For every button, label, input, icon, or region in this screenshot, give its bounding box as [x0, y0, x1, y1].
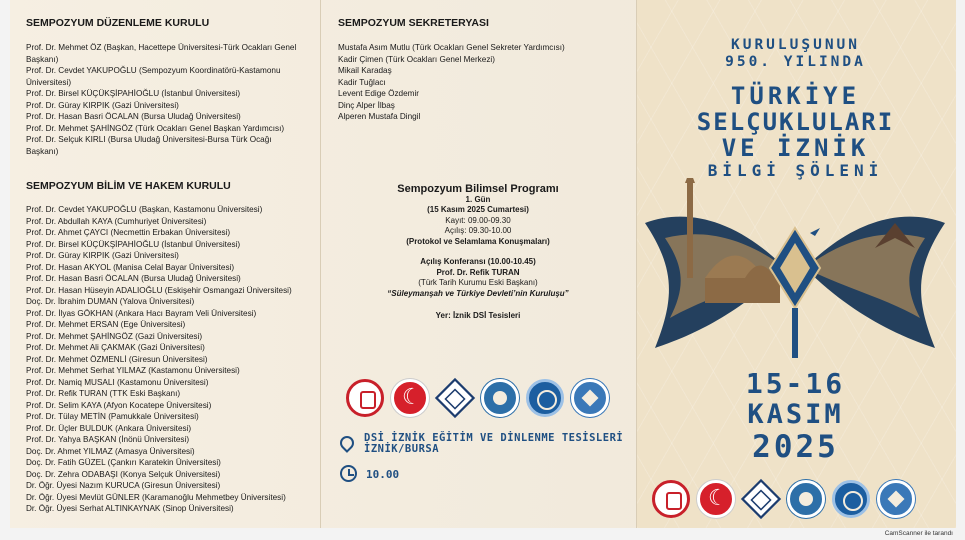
event-date-year: 2025 [752, 429, 839, 465]
university-seal-logo [481, 379, 519, 417]
science-board-list [26, 204, 292, 515]
university-logo [346, 379, 384, 417]
list-item: Doç. Dr. İbrahim DUMAN (Yalova Üniversitesi) [26, 297, 195, 306]
list-item: Prof. Dr. Mehmet ÖZ (Başkan, Hacettepe Üniversitesi-Türk Ocakları Genel [26, 43, 297, 52]
list-item: Başkanı) [26, 54, 59, 64]
list-item: Prof. Dr. Mehmet Ali ÇAKMAK (Gazi Üniversitesi) [26, 343, 205, 352]
partner-logos [346, 379, 609, 417]
cover-title-1: TÜRKİYE [730, 82, 861, 110]
clock-icon [340, 465, 357, 482]
cover-title-2: SELÇUKLULARI [696, 108, 895, 136]
secretariat-title: SEMPOZYUM SEKRETERYASI [338, 17, 489, 29]
list-item: Prof. Dr. Hasan Basri ÖCALAN (Bursa Uludağ Üniversitesi) [26, 274, 241, 283]
university-seal-logo [571, 379, 609, 417]
program-conference: Açılış Konferansı (10.00-10.45) [420, 257, 536, 266]
list-item: Prof. Dr. Cevdet YAKUPOĞLU (Başkan, Kastamonu Üniversitesi) [26, 205, 263, 214]
cover-title-4: BİLGİ ŞÖLENİ [707, 161, 884, 180]
list-item: Prof. Dr. İlyas GÖKHAN (Ankara Hacı Bayram Veli Üniversitesi) [26, 308, 257, 318]
list-item: Prof. Dr. Mehmet ŞAHİNGÖZ (Türk Ocakları Genel Başkan Yardımcısı) [26, 123, 285, 133]
list-item: Levent Edige Özdemir [338, 89, 420, 98]
bird-shape [810, 228, 820, 236]
list-item: Prof. Dr. Hasan AKYOL (Manisa Celal Bayar Üniversitesi) [26, 262, 235, 272]
list-item: Prof. Dr. Refik TURAN (TTK Eski Başkanı) [26, 389, 181, 398]
list-item: Doç. Dr. Fatih GÜZEL (Çankırı Karatekin Üniversitesi) [26, 458, 221, 467]
secretariat-list [338, 42, 565, 123]
scanner-watermark: CamScanner ile tarandı [884, 530, 953, 537]
emblem-logo [435, 378, 475, 418]
cover-title-3: VE İZNİK [721, 134, 870, 162]
list-item: Prof. Dr. Selçuk KIRLI (Bursa Uludağ Üniversitesi-Bursa Türk Ocağı [26, 135, 272, 144]
uludag-university-logo [526, 379, 564, 417]
list-item: Kadir Tuğlacı [338, 77, 386, 87]
list-item: Dinç Alper İlbaş [338, 100, 395, 110]
list-item: Dr. Öğr. Üyesi Mevlüt GÜNLER (Karamanoğlu Mehmetbey Üniversitesi) [26, 492, 286, 502]
list-item: Kadir Çimen (Türk Ocakları Genel Merkezi) [338, 54, 495, 64]
list-item: Prof. Dr. Güray KIRPIK (Gazi Üniversitesi) [26, 100, 179, 110]
program-place: Yer: İznik DSİ Tesisleri [435, 311, 521, 320]
list-item: Doç. Dr. Zehra ODABAŞI (Konya Selçuk Üniversitesi) [26, 469, 221, 479]
program-speaker: Prof. Dr. Refik TURAN [436, 267, 520, 277]
university-seal-logo [877, 480, 915, 518]
list-item: Doç. Dr. Ahmet YILMAZ (Amasya Üniversitesi) [26, 446, 195, 456]
event-date-days: 15-16 [745, 367, 846, 400]
program-speaker-title: (Türk Tarih Kurumu Eski Başkanı) [418, 278, 538, 287]
list-item: Mustafa Asım Mutlu (Türk Ocakları Genel Sekreter Yardımcısı) [338, 43, 565, 52]
list-item: Prof. Dr. Yahya BAŞKAN (İnönü Üniversitesi) [26, 435, 190, 444]
cover-line-1: KURULUŞUNUN [730, 37, 861, 53]
list-item: Prof. Dr. Mehmet Serhat YILMAZ (Kastamonu Üniversitesi) [26, 366, 240, 375]
event-date-month: KASIM [747, 399, 844, 430]
list-item: Prof. Dr. Mehmet ŞAHİNGÖZ (Gazi Üniversitesi) [26, 331, 203, 341]
program-day: 1. Gün [465, 194, 491, 204]
program-block [325, 184, 631, 322]
program-date: (15 Kasım 2025 Cumartesi) [427, 205, 529, 214]
list-item: Prof. Dr. Birsel KÜÇÜKŞİPAHİOĞLU (İstanbul Üniversitesi) [26, 89, 241, 98]
list-item: Prof. Dr. Selim KAYA (Afyon Kocatepe Üniversitesi) [26, 400, 212, 410]
list-item: Prof. Dr. Ahmet ÇAYCI (Necmettin Erbakan Üniversitesi) [26, 228, 231, 237]
mosque-butterfly-illustration [645, 178, 945, 368]
list-item: Prof. Dr. Abdullah KAYA (Cumhuriyet Üniversitesi) [26, 216, 207, 226]
university-seal-logo [787, 480, 825, 518]
list-item: Prof. Dr. Mehmet ÖZMENLİ (Giresun Üniversitesi) [26, 354, 208, 364]
list-item: Prof. Dr. Mehmet ERSAN (Ege Üniversitesi) [26, 320, 186, 329]
program-registration: Kayıt: 09.00-09.30 [445, 215, 511, 225]
list-item: Üniversitesi) [26, 77, 72, 87]
list-item: Prof. Dr. Tülay METİN (Pamukkale Üniversitesi) [26, 412, 199, 421]
program-talk: “Süleymanşah ve Türkiye Devleti’nin Kuruluşu” [387, 288, 569, 298]
minaret-shape [687, 183, 693, 278]
organizing-committee-list [26, 42, 296, 157]
list-item: Prof. Dr. Birsel KÜÇÜKŞİPAHİOĞLU (İstanbul Üniversitesi) [26, 239, 241, 249]
science-board-title: SEMPOZYUM BİLİM VE HAKEM KURULU [26, 180, 231, 192]
program-opening: Açılış: 09.30-10.00 [444, 226, 512, 235]
list-item: Prof. Dr. Hasan Hüseyin ADALIOĞLU (Eskişehir Osmangazi Üniversitesi) [26, 285, 292, 295]
list-item: Prof. Dr. Namiq MUSALI (Kastamonu Üniversitesi) [26, 377, 209, 387]
minaret-cap-shape [685, 178, 695, 183]
organizing-committee-title: SEMPOZYUM DÜZENLEME KURULU [26, 17, 210, 29]
cover-line-2: 950. YILINDA [725, 54, 866, 70]
event-time: 10.00 [366, 468, 400, 481]
cover-partner-logos [652, 480, 915, 518]
turk-ocaklari-logo [697, 480, 735, 518]
turk-ocaklari-logo [391, 379, 429, 417]
venue-line: DSİ İZNİK EĞİTİM VE DİNLENME TESİSLERİ [364, 432, 624, 444]
emblem-logo [741, 479, 781, 519]
uludag-university-logo [832, 480, 870, 518]
list-item: Dr. Öğr. Üyesi Nazım KURUCA (Giresun Üniversitesi) [26, 481, 221, 490]
list-item: Dr. Öğr. Üyesi Serhat ALTINKAYNAK (Sinop Üniversitesi) [26, 504, 234, 513]
list-item: Prof. Dr. Güray KIRPIK (Gazi Üniversitesi) [26, 251, 179, 260]
venue-line: İZNİK/BURSA [364, 443, 440, 455]
list-item: Mikail Karadaş [338, 66, 392, 75]
list-item: Başkanı) [26, 146, 59, 156]
mosque-body-shape [705, 278, 780, 303]
program-title: Sempozyum Bilimsel Programı [397, 183, 559, 195]
list-item: Prof. Dr. Hasan Basri ÖCALAN (Bursa Uludağ Üniversitesi) [26, 112, 241, 121]
venue-text [364, 433, 623, 455]
tassel-shape [792, 308, 798, 358]
university-logo [652, 480, 690, 518]
program-protocol: (Protokol ve Selamlama Konuşmaları) [406, 236, 550, 246]
list-item: Alperen Mustafa Dingil [338, 112, 421, 121]
list-item: Prof. Dr. Cevdet YAKUPOĞLU (Sempozyum Koordinatörü-Kastamonu [26, 66, 281, 75]
list-item: Prof. Dr. Üçler BULDUK (Ankara Üniversitesi) [26, 423, 192, 433]
